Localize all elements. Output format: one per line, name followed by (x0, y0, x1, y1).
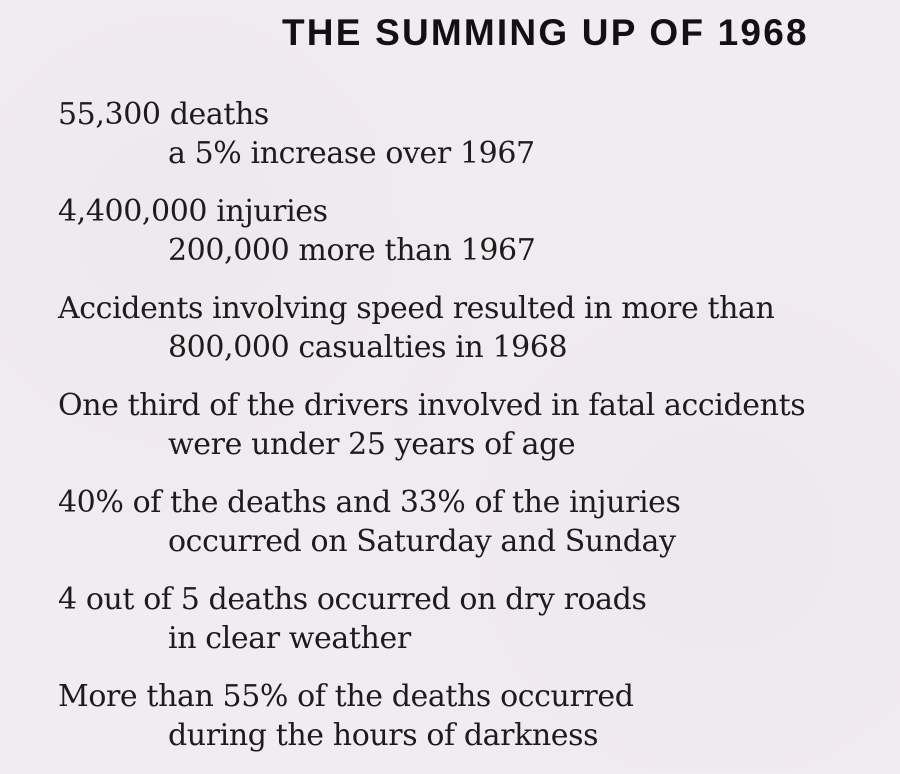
fact-headline: 4 out of 5 deaths occurred on dry roads (58, 582, 647, 617)
fact-detail: 800,000 casualties in 1968 (168, 330, 568, 365)
fact-detail: occurred on Saturday and Sunday (168, 524, 676, 559)
fact-headline: More than 55% of the deaths occurred (58, 679, 634, 714)
fact-headline: One third of the drivers involved in fatal accidents (58, 388, 806, 423)
fact-headline: 4,400,000 injuries (58, 194, 328, 229)
facts-list (58, 95, 888, 774)
fact-item-injuries (58, 192, 888, 270)
page-title: THE SUMMING UP OF 1968 (282, 12, 809, 53)
fact-detail: were under 25 years of age (168, 427, 576, 462)
fact-item-darkness (58, 677, 888, 755)
fact-item-speed (58, 289, 888, 367)
fact-detail: 200,000 more than 1967 (168, 233, 536, 268)
fact-item-dry-roads (58, 580, 888, 658)
fact-item-young-drivers (58, 386, 888, 464)
fact-detail: in clear weather (168, 621, 411, 656)
fact-headline: Accidents involving speed resulted in more than (58, 291, 775, 326)
fact-detail: a 5% increase over 1967 (168, 136, 535, 171)
fact-detail: during the hours of darkness (168, 718, 599, 753)
fact-headline: 55,300 deaths (58, 97, 269, 132)
fact-item-weekend (58, 483, 888, 561)
fact-item-deaths (58, 95, 888, 173)
fact-headline: 40% of the deaths and 33% of the injuries (58, 485, 681, 520)
